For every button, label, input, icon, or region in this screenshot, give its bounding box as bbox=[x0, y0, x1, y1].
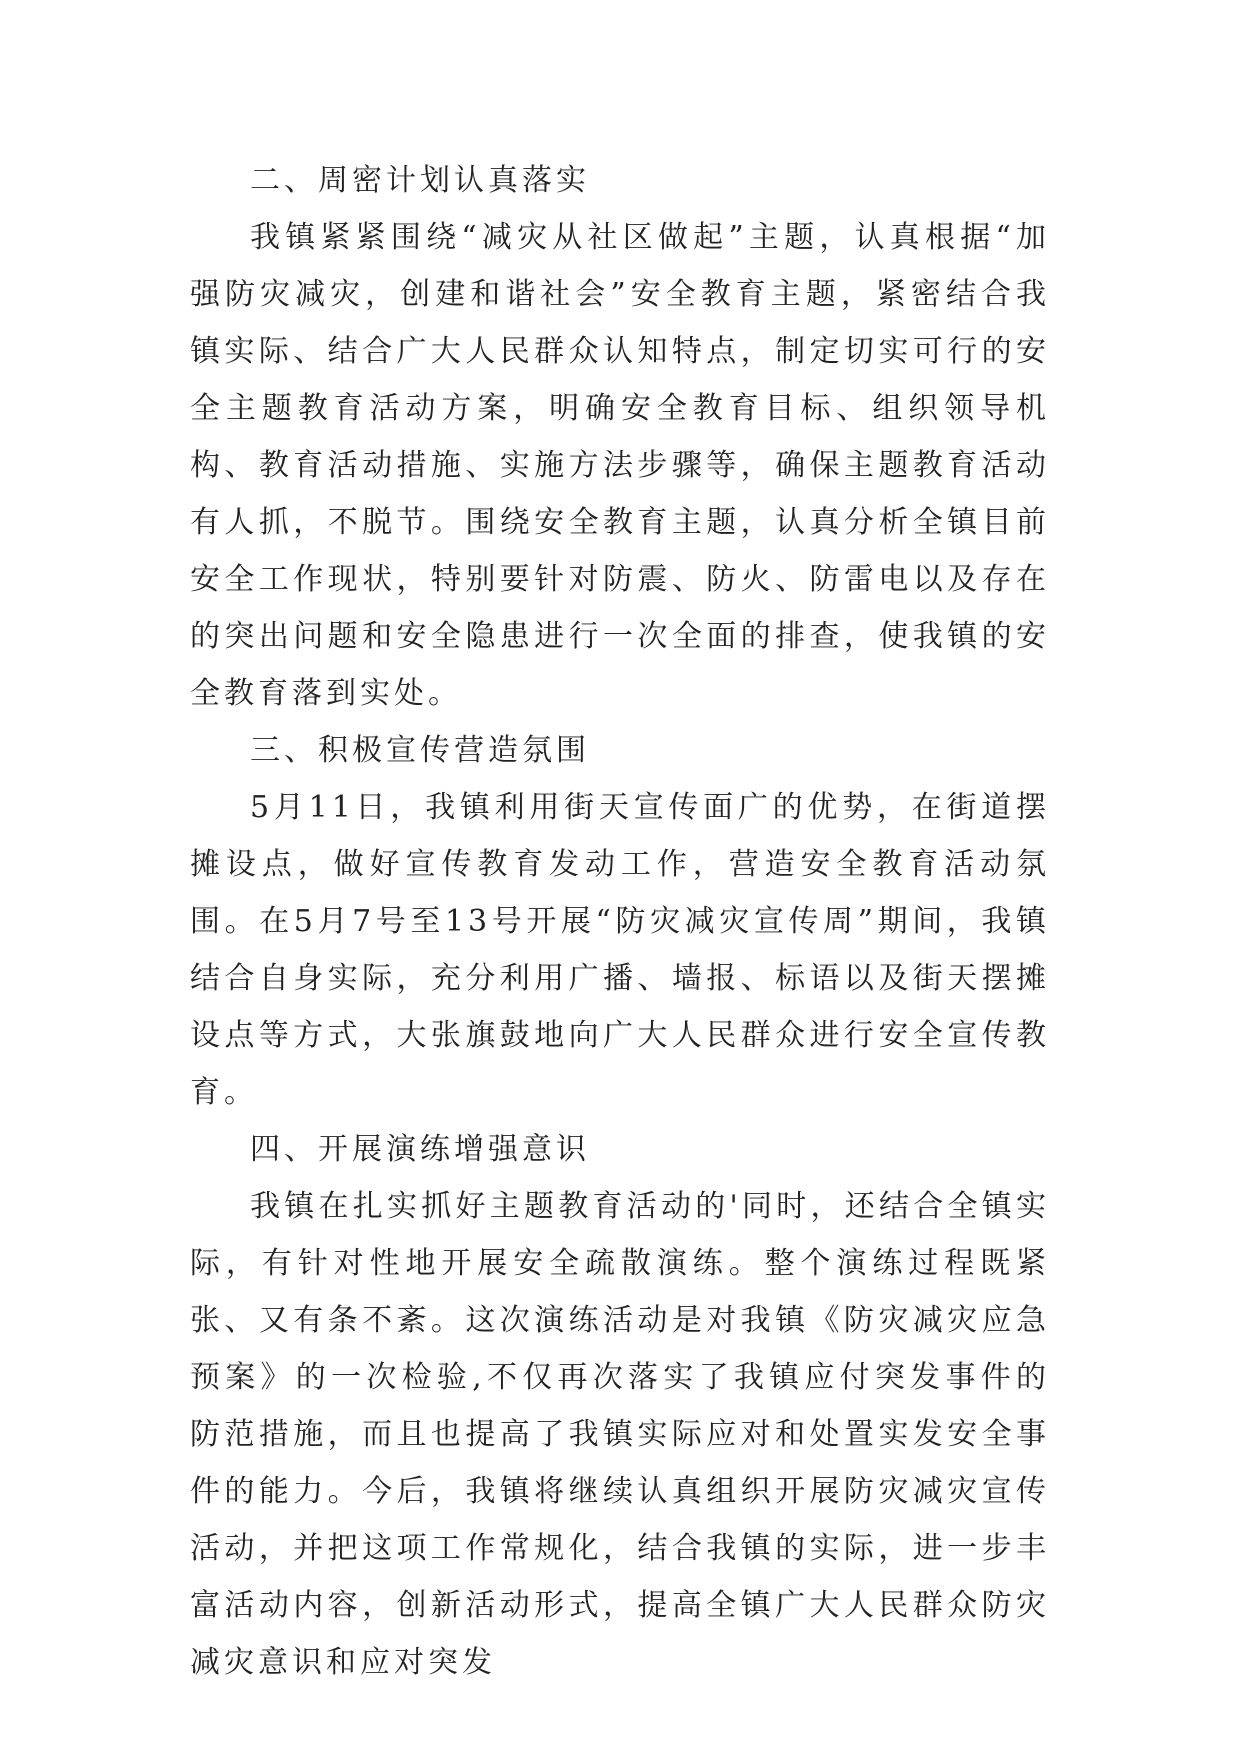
section-body-publicity: 5月11日，我镇利用街天宣传面广的优势，在街道摆摊设点，做好宣传教育发动工作，营造安全教育活动氛围。在5月7号至13号开展“防灾减灾宣传周”期间，我镇结合自身实际，充分利用广播、墙报、标语以及街天摆摊设点等方式，大张旗鼓地向广大人民群众进行安全宣传教育。 bbox=[190, 790, 1050, 1110]
section-heading-publicity: 三、积极宣传营造氛围 bbox=[250, 733, 590, 768]
section-heading-drill: 四、开展演练增强意识 bbox=[250, 1132, 590, 1167]
section-body-drill: 我镇在扎实抓好主题教育活动的'同时，还结合全镇实际，有针对性地开展安全疏散演练。整个演练过程既紧张、又有条不紊。这次演练活动是对我镇《防灾减灾应急预案》的一次检验,不仅再次落实了我镇应付突发事件的防范措施，而且也提高了我镇实际应对和处置实发安全事件的能力。今后，我镇将继续认真组织开展防灾减灾宣传活动，并把这项工作常规化，结合我镇的实际，进一步丰富活动内容，创新活动形式，提高全镇广大人民群众防灾减灾意识和应对突发 bbox=[190, 1189, 1050, 1680]
section-body-plan: 我镇紧紧围绕“减灾从社区做起”主题，认真根据“加强防灾减灾，创建和谐社会”安全教育主题，紧密结合我镇实际、结合广大人民群众认知特点，制定切实可行的安全主题教育活动方案，明确安全教育目标、组织领导机构、教育活动措施、实施方法步骤等，确保主题教育活动有人抓，不脱节。围绕安全教育主题，认真分析全镇目前安全工作现状，特别要针对防震、防火、防雷电以及存在的突出问题和安全隐患进行一次全面的排查，使我镇的安全教育落到实处。 bbox=[190, 220, 1050, 711]
document-body bbox=[190, 152, 1050, 1691]
section-heading-plan: 二、周密计划认真落实 bbox=[250, 163, 590, 198]
